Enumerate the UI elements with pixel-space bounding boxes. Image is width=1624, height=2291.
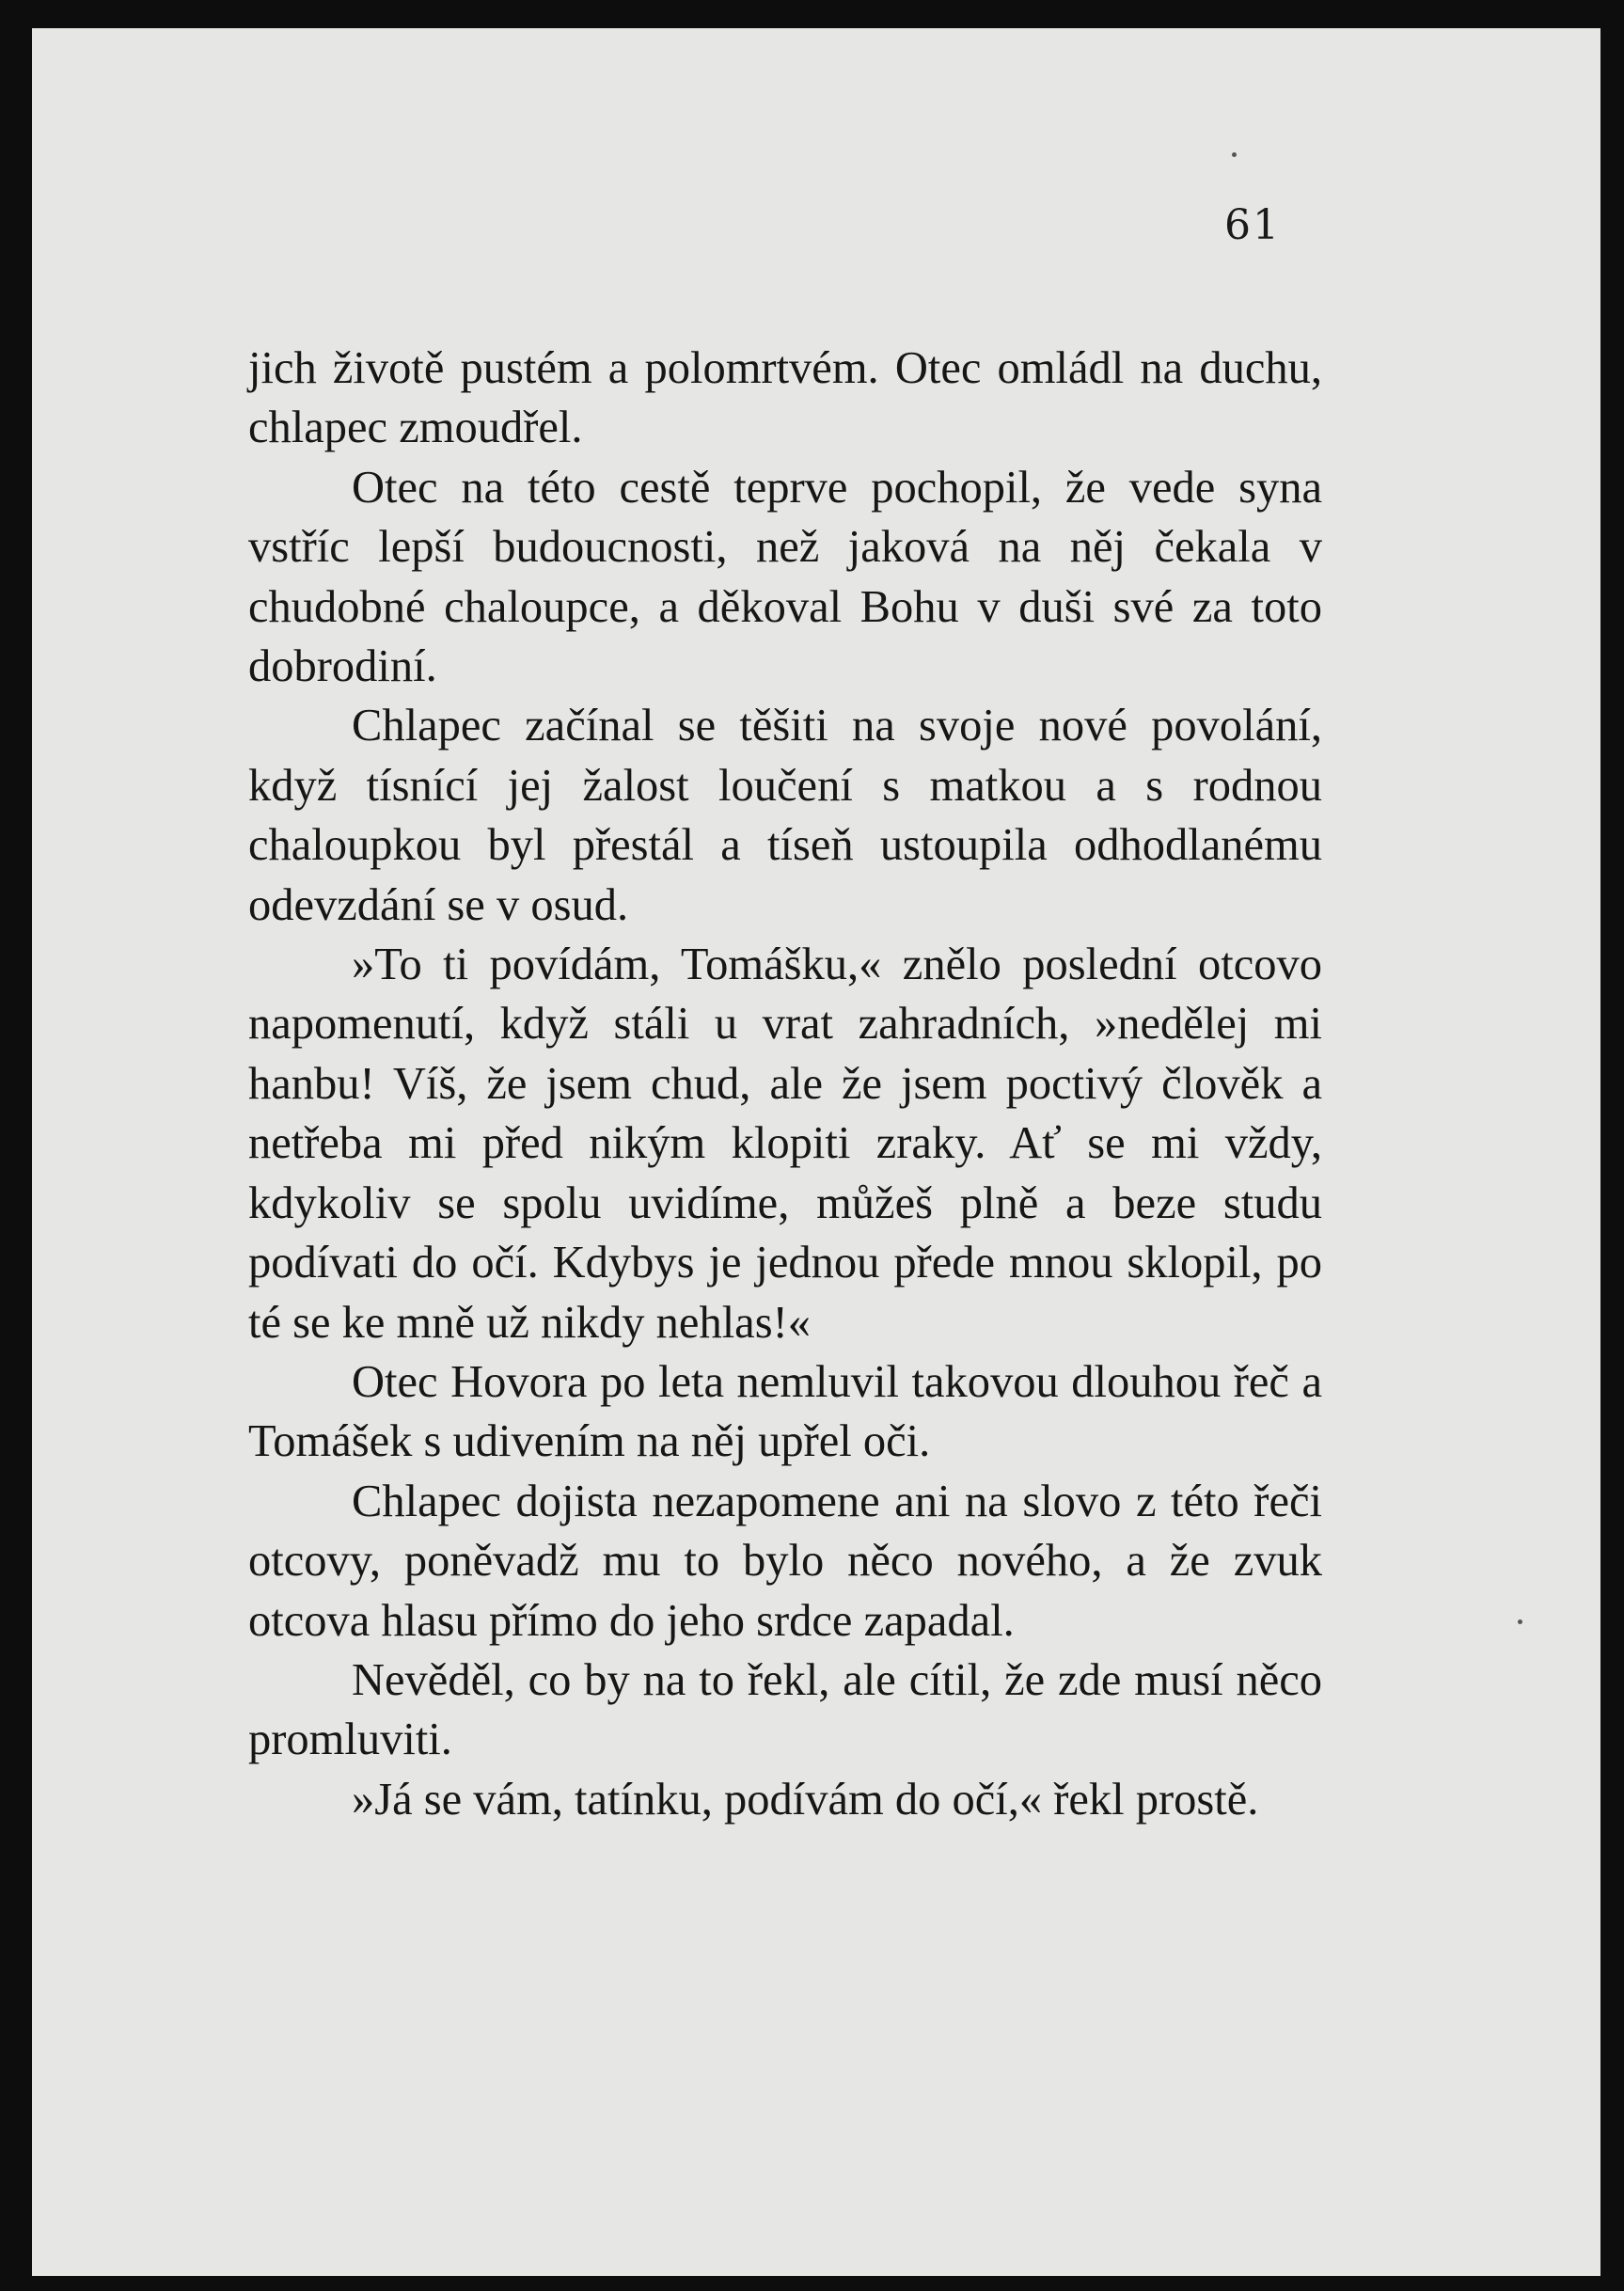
book-page [32, 28, 1600, 2276]
paragraph: Otec na této cestě teprve pochopil, že vede syna vstříc lepší budoucnosti, než jaková na něj čekala v chudobné chaloupce, a děkoval Bohu v duši své za toto dobrodiní. [248, 462, 1322, 692]
book-spine-edge [0, 0, 32, 2291]
paper-speck [1518, 1620, 1522, 1624]
paragraph: Chlapec začínal se těšiti na svoje nové povolání, když tísnící jej žalost loučení s matkou a s rodnou chaloupkou byl přestál a tíseň ustoupila odhodlanému odevzdání se v osud. [248, 701, 1322, 930]
paragraph: jich životě pustém a polomrtvém. Otec omládl na duchu, chlapec zmoudřel. [248, 343, 1322, 453]
page-body-text [248, 339, 1322, 1829]
paragraph: Nevěděl, co by na to řekl, ale cítil, že zde musí něco promluviti. [248, 1654, 1322, 1765]
paragraph: Otec Hovora po leta nemluvil takovou dlouhou řeč a Tomášek s udivením na něj upřel oči. [248, 1356, 1322, 1467]
paper-speck [1232, 152, 1237, 157]
paragraph: »Já se vám, tatínku, podívám do očí,« řekl prostě. [352, 1774, 1259, 1825]
page-number: 61 [1224, 201, 1281, 249]
paragraph: »To ti povídám, Tomášku,« znělo poslední otcovo napomenutí, když stáli u vrat zahradních, »nedělej mi hanbu! Víš, že jsem chud, ale že jsem poctivý člověk a netřeba mi před nikým klopiti zraky. Ať se mi vždy, kdykoliv se spolu uvidíme, můžeš plně a beze studu podívati do očí. Kdybys je jednou přede mnou sklopil, po té se ke mně už nikdy nehlas!« [248, 940, 1322, 1348]
paragraph: Chlapec dojista nezapomene ani na slovo z této řeči otcovy, poněvadž mu to bylo něco nového, a že zvuk otcova hlasu přímo do jeho srdce zapadal. [248, 1476, 1322, 1646]
